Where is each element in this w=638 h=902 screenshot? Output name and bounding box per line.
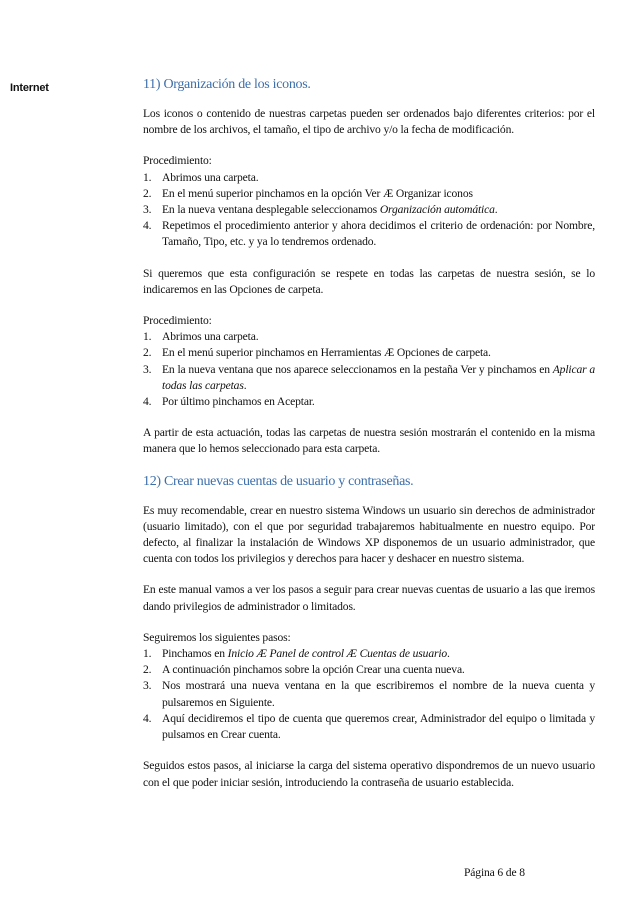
list-item-text: A continuación pinchamos sobre la opción Crear una cuenta nueva. — [162, 663, 465, 677]
section-11-middle: Si queremos que esta configuración se respete en todas las carpetas de nuestra sesión, se lo indicaremos en las Opciones de carpeta. — [143, 266, 595, 296]
list-item — [143, 186, 595, 202]
list-item — [143, 218, 595, 250]
list-item-text: Aquí decidiremos el tipo de cuenta que queremos crear, Administrador del equipo o limitada y pulsamos en Crear cuenta. — [162, 711, 595, 742]
list-item-number: 1. — [143, 170, 152, 184]
section-12-heading: 12) Crear nuevas cuentas de usuario y contraseñas. — [143, 473, 414, 489]
list-item-text-end: . — [447, 647, 450, 661]
procedure-2-title: Procedimiento: — [143, 314, 212, 328]
section-11-intro: Los iconos o contenido de nuestras carpetas pueden ser ordenados bajo diferentes criterios: por el nombre de los archivos, el tamaño, el tipo de archivo y/o la fecha de modificación. — [143, 107, 595, 137]
list-item-number: 2. — [143, 663, 152, 677]
document-body — [143, 76, 595, 806]
list-item-text: En la nueva ventana que nos aparece seleccionamos en la pestaña Ver y pinchamos en — [162, 362, 553, 376]
list-item — [143, 170, 595, 186]
list-item — [143, 678, 595, 710]
list-item — [143, 329, 595, 345]
section-11-closing: A partir de esta actuación, todas las carpetas de nuestra sesión mostrarán el contenido en la misma manera que lo hemos seleccionado para esta carpeta. — [143, 426, 595, 456]
list-item — [143, 394, 595, 410]
list-item-text: Pinchamos en — [162, 647, 228, 661]
list-item-number: 4. — [143, 219, 152, 233]
list-item — [143, 662, 595, 678]
list-item-text-end: . — [243, 378, 247, 392]
list-item-number: 2. — [143, 186, 152, 200]
list-item — [143, 362, 595, 394]
list-item-number: 4. — [143, 711, 152, 725]
list-item-text: Por último pinchamos en Aceptar. — [162, 395, 315, 409]
list-item — [143, 202, 595, 218]
list-item-text: Nos mostrará una nueva ventana en la que escribiremos el nombre de la nueva cuenta y pulsaremos en Siguiente. — [162, 679, 595, 709]
procedure-2-list — [143, 329, 595, 410]
list-item-number: 1. — [143, 330, 152, 344]
procedure-3-title: Seguiremos los siguientes pasos: — [143, 630, 291, 644]
list-item-number: 3. — [143, 203, 152, 217]
list-item-italic: Inicio Æ Panel de control Æ Cuentas de usuario — [227, 647, 448, 661]
procedure-3-list — [143, 646, 595, 743]
list-item-text: Abrimos una carpeta. — [162, 170, 259, 184]
section-12-closing: Seguidos estos pasos, al iniciarse la carga del sistema operativo dispondremos de un nuevo usuario con el que poder iniciar sesión, introduciendo la contraseña de usuario establecida. — [143, 759, 595, 789]
page-number: Página 6 de 8 — [464, 866, 525, 879]
list-item-number: 4. — [143, 395, 152, 409]
list-item-text: En la nueva ventana desplegable seleccionamos — [162, 203, 380, 217]
list-item-text-end: . — [494, 203, 498, 217]
procedure-1-list — [143, 170, 595, 251]
list-item-italic: Aplicar a todas las carpetas — [162, 362, 595, 392]
list-item-number: 1. — [143, 647, 152, 661]
sidebar-label: Internet — [10, 82, 49, 94]
list-item-text: Abrimos una carpeta. — [162, 330, 259, 344]
list-item-text: En el menú superior pinchamos en Herramientas Æ Opciones de carpeta. — [162, 346, 491, 360]
procedure-1-title: Procedimiento: — [143, 154, 212, 168]
list-item-text: Repetimos el procedimiento anterior y ahora decidimos el criterio de ordenación: por Nombre, Tamaño, Tipo, etc. y ya lo tendremos ordenado. — [162, 219, 595, 249]
section-12-para-1: Es muy recomendable, crear en nuestro sistema Windows un usuario sin derechos de administrador (usuario limitado), con el que por seguridad trabajaremos habitualmente en nuestro equipo. Por defecto, al finalizar la instalación de Windows XP disponemos de un usuario administrador, que cuenta con todos los privilegios y derechos para hacer y deshacer en nuestro sistema. — [143, 503, 595, 566]
list-item — [143, 345, 595, 361]
section-11-heading: 11) Organización de los iconos. — [143, 77, 311, 92]
list-item — [143, 646, 595, 662]
list-item-number: 3. — [143, 362, 152, 376]
list-item — [143, 711, 595, 743]
list-item-number: 2. — [143, 346, 152, 360]
list-item-text: En el menú superior pinchamos en la opción Ver Æ Organizar iconos — [162, 186, 473, 200]
list-item-number: 3. — [143, 679, 152, 693]
section-12-para-2: En este manual vamos a ver los pasos a seguir para crear nuevas cuentas de usuario a las que iremos dando privilegios de administrador o limitados. — [143, 583, 595, 613]
list-item-italic: Organización automática — [379, 203, 495, 217]
